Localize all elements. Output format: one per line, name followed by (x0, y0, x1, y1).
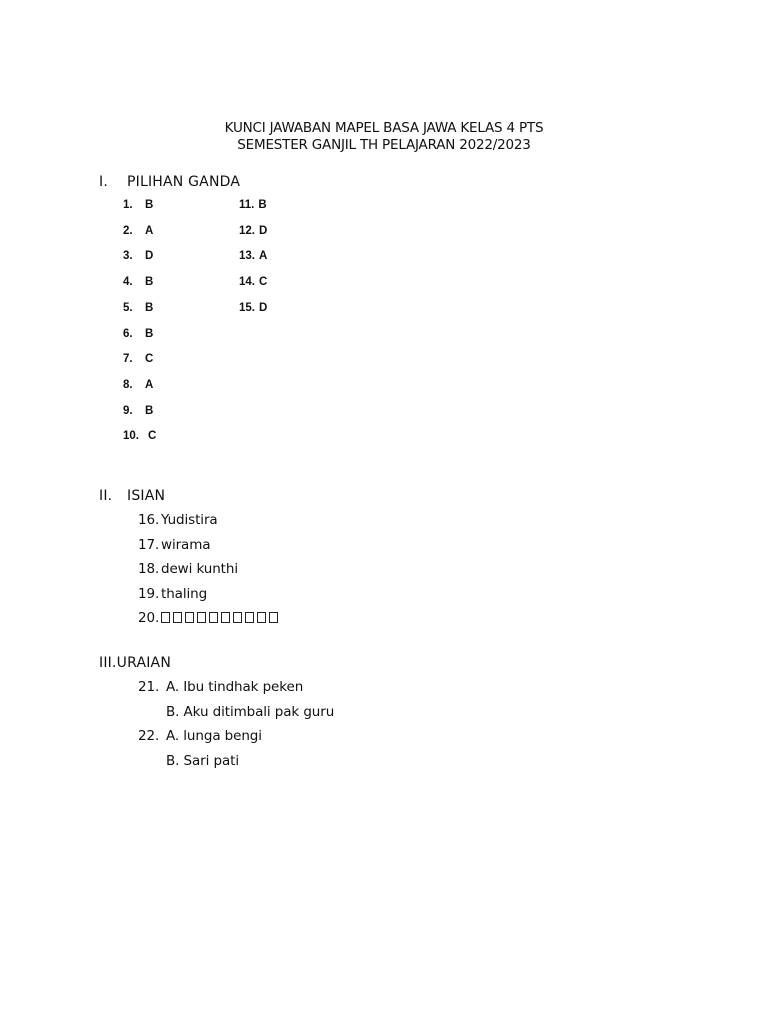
answer-number: 1. (123, 199, 133, 211)
answer-letter: B (145, 404, 154, 417)
isian-number: 16. (138, 512, 160, 528)
answer-letter: B (145, 199, 154, 211)
answer-number: 4. (123, 276, 133, 289)
uraian-answer-b: B. Sari pati (166, 753, 239, 769)
answer-letter: C (259, 276, 268, 289)
uraian-row (138, 728, 262, 744)
section-1-title: PILIHAN GANDA (127, 174, 241, 190)
answer-number: 15. (239, 301, 255, 314)
answer-row (123, 353, 153, 365)
answer-row (239, 250, 267, 262)
answer-letter: A (259, 250, 268, 263)
answer-letter: C (145, 353, 154, 366)
answer-row (239, 225, 267, 237)
answer-row (239, 199, 267, 211)
section-2-number: II. (99, 488, 113, 504)
title-line-1: KUNCI JAWABAN MAPEL BASA JAWA KELAS 4 PTS (224, 120, 544, 136)
answer-row (123, 430, 156, 442)
missing-glyph-box (209, 612, 218, 623)
answer-row (123, 225, 153, 237)
answer-row (123, 302, 153, 314)
isian-answer: dewi kunthi (161, 561, 238, 577)
missing-glyph-box (257, 612, 266, 623)
section-3-number: III. (99, 655, 117, 671)
missing-glyph-box (245, 612, 254, 623)
isian-answer: Yudistira (161, 512, 218, 528)
answer-number: 13. (239, 250, 255, 263)
isian-number: 17. (138, 536, 160, 553)
section-2-heading (99, 488, 165, 504)
uraian-row (138, 679, 303, 695)
uraian-answer-a: A. Ibu tindhak peken (166, 679, 304, 695)
missing-glyph-box (161, 612, 170, 623)
isian-number: 19. (138, 585, 160, 602)
missing-glyph-box (221, 612, 230, 623)
answer-row (123, 276, 153, 288)
isian-number: 18. (138, 561, 160, 577)
isian-row (138, 586, 207, 602)
missing-glyph-box (197, 612, 206, 623)
section-3-title: URAIAN (116, 655, 172, 671)
isian-row (138, 537, 210, 553)
isian-row (138, 512, 218, 528)
answer-row (239, 276, 267, 288)
isian-row (138, 561, 238, 577)
isian-answer: thaling (161, 585, 208, 602)
answer-number: 10. (123, 430, 139, 443)
isian-answer: wirama (161, 536, 211, 553)
answer-number: 6. (123, 327, 133, 340)
missing-glyph-boxes (161, 610, 281, 626)
answer-letter: B (145, 327, 154, 340)
missing-glyph-box (173, 612, 182, 623)
answer-number: 12. (239, 224, 255, 237)
answer-letter: D (259, 301, 268, 314)
uraian-number: 21. (138, 679, 160, 695)
missing-glyph-box (233, 612, 242, 623)
missing-glyph-box (269, 612, 278, 623)
isian-number: 20. (138, 610, 160, 626)
answer-letter: A (145, 224, 154, 237)
answer-number: 2. (123, 224, 133, 237)
answer-number: 14. (239, 276, 255, 289)
isian-row (138, 610, 281, 626)
answer-row (123, 199, 153, 211)
answer-number: 11. (239, 199, 255, 211)
answer-letter: B (145, 301, 154, 314)
uraian-answer-b: B. Aku ditimbali pak guru (166, 704, 335, 720)
section-3-heading (99, 655, 171, 671)
answer-letter: A (145, 378, 154, 391)
answer-row (123, 379, 153, 391)
answer-number: 5. (123, 301, 133, 314)
missing-glyph-box (185, 612, 194, 623)
answer-letter: D (145, 250, 154, 263)
answer-letter: C (148, 430, 157, 443)
section-1-number: I. (99, 174, 108, 190)
answer-letter: D (259, 224, 268, 237)
uraian-number: 22. (138, 728, 160, 744)
answer-row (239, 302, 267, 314)
answer-number: 3. (123, 250, 133, 263)
answer-letter: B (145, 276, 154, 289)
answer-number: 9. (123, 404, 133, 417)
section-2-title: ISIAN (127, 488, 166, 504)
answer-letter: B (258, 199, 267, 211)
answer-number: 7. (123, 353, 133, 366)
title-line-2: SEMESTER GANJIL TH PELAJARAN 2022/2023 (237, 137, 531, 153)
answer-number: 8. (123, 378, 133, 391)
answer-row (123, 405, 153, 417)
section-1-heading (99, 174, 240, 190)
answer-row (123, 250, 153, 262)
uraian-answer-a: A. lunga bengi (166, 728, 262, 744)
answer-row (123, 328, 153, 340)
